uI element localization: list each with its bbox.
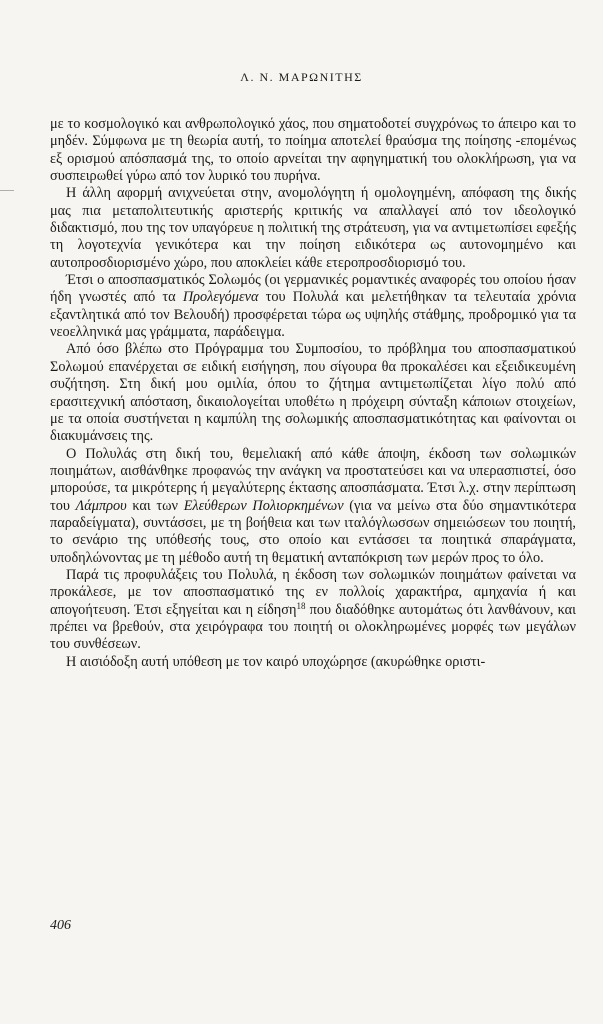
- text-segment: Ο Πολυλάς στη δική του, θεμελιακή από κάθε άποψη, έκδοση των σολωμικών ποιημάτων, αισθάνθηκε προφανώς την ανάγκη να προστατεύσει και να υπερασπιστεί, όσο μπορούσε, τα μικρότερης ή μεγαλύτερης έκτασης αποσπάσματα. Έτσι λ.χ. στην περίπτωση του: [50, 445, 576, 514]
- text-segment: και των: [126, 497, 184, 514]
- text-segment: του Πολυλά και μελετήθηκαν τα τελευταία χρόνια εξαντλητικά από τον Βελουδή) προσφέρεται τώρα ως υψηλής στάθμης, προδρομικό για τα νεοελληνικά μας γράμματα, παράδειγμα.: [50, 289, 576, 341]
- page-number: 406: [50, 918, 71, 933]
- text-segment: Παρά τις προφυλάξεις του Πολυλά, η έκδοση των σολωμικών ποιημάτων φαίνεται να προκάλεσε, με τον αποσπασματικό της εν πολλοίς χαρακτήρα, αμηχανία ή και απογοήτευση. Έτσι εξηγείται και η είδηση: [50, 566, 576, 618]
- text-segment: (για να μείνω στα δύο σημαντικότερα παραδείγματα), συντάσσει, με τη βοήθεια και των ιταλόγλωσσων σημειώσεων του ποιητή, το σενάριο της υπόθεσής τους, στο οποίο και εντάσσει τα ποιητικά σπαράγματα, υποδηλώνοντας με τη μέθοδο αυτή τη θεματική ανταπόκριση των μερών προς το όλο.: [50, 497, 577, 566]
- paragraph: [50, 272, 576, 341]
- text-segment: Η άλλη αφορμή ανιχνεύεται στην, ανομολόγητη ή ομολογημένη, απόφαση της δικής μας πια μεταπολιτευτικής αριστερής κριτικής να απαλλαγεί από τον ιδεολογικό διδακτισμό, που της τον υπαγόρευε η πολιτική της στράτευση, για να αντιμετωπίσει εφεξής τη λογοτεχνία γενικότερα και την ποίηση ειδικότερα ως αυτονομημένο και αυτοπροσδιορισμένο χώρο, που αποκλείει κάθε ετεροπροσδιορισμό του.: [50, 185, 576, 271]
- italic-title: Προλεγόμενα: [182, 289, 259, 306]
- text-segment: Από όσο βλέπω στο Πρόγραμμα του Συμποσίου, το πρόβλημα του αποσπασματικού Σολωμού επανέρχεται σε ειδική εισήγηση, που σίγουρα θα προκαλέσει και εξειδικευμένη συζήτηση. Στη δική μου ομιλία, όπου το ζήτημα αντιμετωπίζεται λίγο πολύ από ερασιτεχνική απόσταση, δικαιολογείται υποθέτω η πρόχειρη σύνταξη κάποιων στοιχείων, με τα οποία συστήνεται η καμπύλη της σολωμικής αποσπασματικότητας και φαίνονται οι διακυμάνσεις της.: [50, 341, 576, 445]
- text-segment: που διαδόθηκε αυτομάτως ότι λανθάνουν, και πρέπει να βρεθούν, στα χειρόγραφα του ποιητή οι ολοκληρωμένες μορφές των μεγάλων του συνθέσεων.: [50, 601, 576, 653]
- paragraph: [50, 185, 576, 272]
- paragraph: [50, 446, 576, 567]
- paragraph: [50, 567, 576, 654]
- text-segment: με το κοσμολογικό και ανθρωπολογικό χάος, που σηματοδοτεί συγχρόνως το άπειρο και το μηδέν. Σύμφωνα με τη θεωρία αυτή, το ποίημα αποτελεί θραύσμα της ποίησης -επομένως εξ ορισμού απόσπασμά της, το οποίο αρνείται την αφηγηματική του ολοκλήρωση, για να συσπειρωθεί γύρω από τον λυρικό του πυρήνα.: [50, 116, 576, 185]
- footnote-ref: 18: [296, 600, 306, 611]
- paragraph: [50, 341, 576, 445]
- paragraph: [50, 116, 576, 185]
- body-text: [50, 116, 576, 671]
- margin-mark: [0, 190, 14, 191]
- running-header: Λ. Ν. ΜΑΡΩΝΙΤΗΣ: [240, 70, 363, 84]
- text-segment: Η αισιόδοξη αυτή υπόθεση με τον καιρό υποχώρησε (ακυρώθηκε οριστι-: [66, 653, 486, 670]
- italic-title: Ελεύθερων Πολιορκημένων: [183, 497, 344, 514]
- text-segment: Έτσι ο αποσπασματικός Σολωμός (οι γερμανικές ρομαντικές αναφορές του οποίου ήσαν ήδη γνωστές από τα: [50, 272, 576, 306]
- paragraph: [50, 654, 576, 671]
- italic-title: Λάμπρου: [75, 497, 127, 514]
